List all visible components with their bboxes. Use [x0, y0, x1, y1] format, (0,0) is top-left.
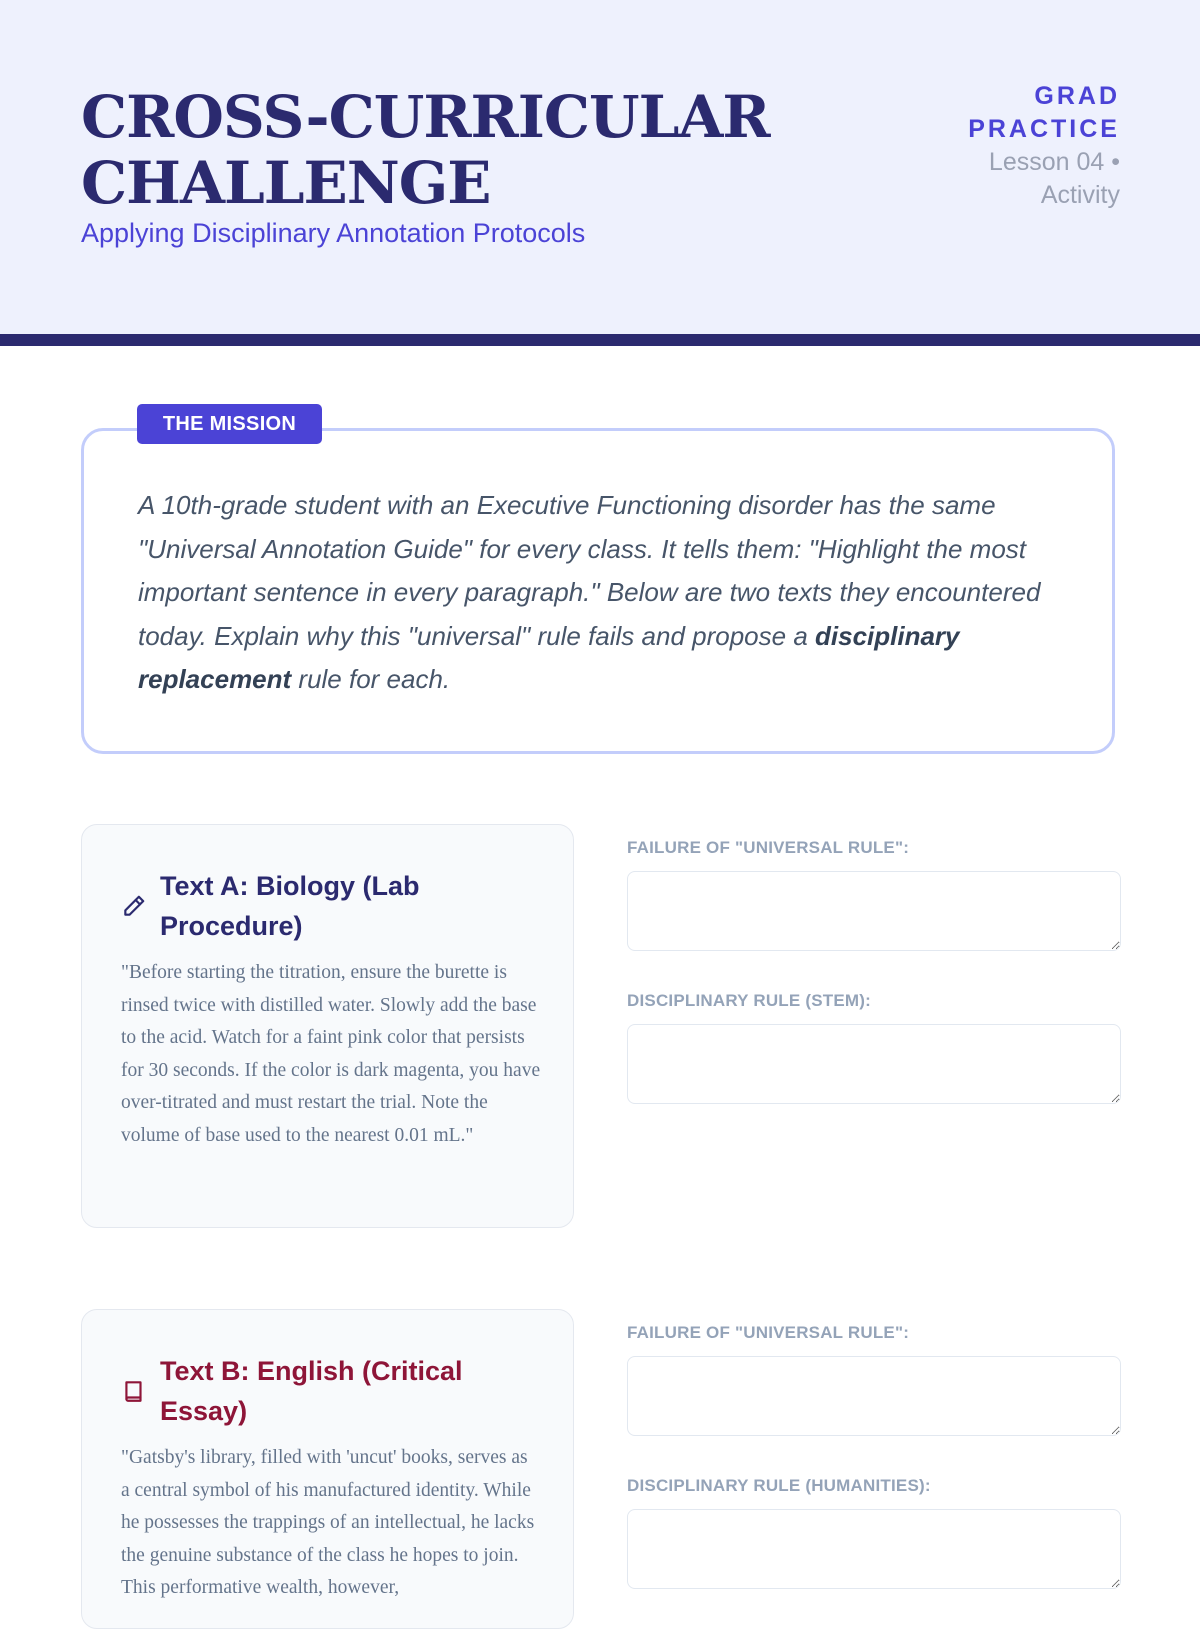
- page-title: [81, 84, 770, 216]
- mission-text-emphasis: disciplinary replacement: [138, 620, 960, 694]
- page-title-line1: CROSS-CURRICULAR: [81, 83, 770, 151]
- mission-badge: THE MISSION: [137, 404, 322, 444]
- text-b-failure-input[interactable]: [627, 1356, 1121, 1436]
- text-a-title: Text A: Biology (Lab Procedure): [160, 871, 420, 941]
- page-subtitle: Applying Disciplinary Annotation Protocols: [81, 218, 586, 248]
- program-label-line2: PRACTICE: [968, 115, 1120, 143]
- text-a-body: "Before starting the titration, ensure the burette is rinsed twice with distilled water. Slowly add the base to the acid. Watch for a faint pink color that persists for 30 seconds. If the color is dark magenta, you have over-titrated and must restart the trial. Note the volume of base used to the nearest 0.01 mL.": [121, 962, 541, 1146]
- book-icon: [121, 1378, 147, 1404]
- lesson-label-line1: Lesson 04 •: [988, 148, 1120, 176]
- text-b-failure-label: FAILURE OF "UNIVERSAL RULE":: [627, 1323, 910, 1342]
- program-label-line1: GRAD: [1034, 82, 1120, 110]
- lesson-meta: [920, 80, 1120, 212]
- text-a-failure-label: FAILURE OF "UNIVERSAL RULE":: [627, 838, 910, 857]
- text-b-rule-input[interactable]: [627, 1509, 1121, 1589]
- text-a-failure-input[interactable]: [627, 871, 1121, 951]
- mission-text-start: A 10th-grade student with an Executive Functioning disorder has the same "Universal Annotation Guide" for every class. It tells them: "Highlight the most important sentence in every paragraph." Below are two texts they encountered today. Explain why this "universal" rule fails and propose a: [138, 490, 1041, 651]
- page-header: [0, 0, 1200, 346]
- mission-text-end: rule for each.: [291, 664, 451, 694]
- text-b-title: Text B: English (Critical Essay): [160, 1356, 463, 1426]
- pencil-icon: [121, 893, 147, 919]
- text-b-rule-label: DISCIPLINARY RULE (HUMANITIES):: [627, 1476, 931, 1495]
- text-b-body: "Gatsby's library, filled with 'uncut' books, serves as a central symbol of his manufactured identity. While he possesses the trappings of an intellectual, he lacks the genuine substance of the class he hopes to join. This performative wealth, however,: [121, 1447, 535, 1598]
- lesson-label-line2: Activity: [1040, 181, 1120, 209]
- text-a-rule-label: DISCIPLINARY RULE (STEM):: [627, 991, 871, 1010]
- mission-text: [138, 484, 1058, 702]
- text-a-rule-input[interactable]: [627, 1024, 1121, 1104]
- page-title-line2: CHALLENGE: [81, 149, 491, 217]
